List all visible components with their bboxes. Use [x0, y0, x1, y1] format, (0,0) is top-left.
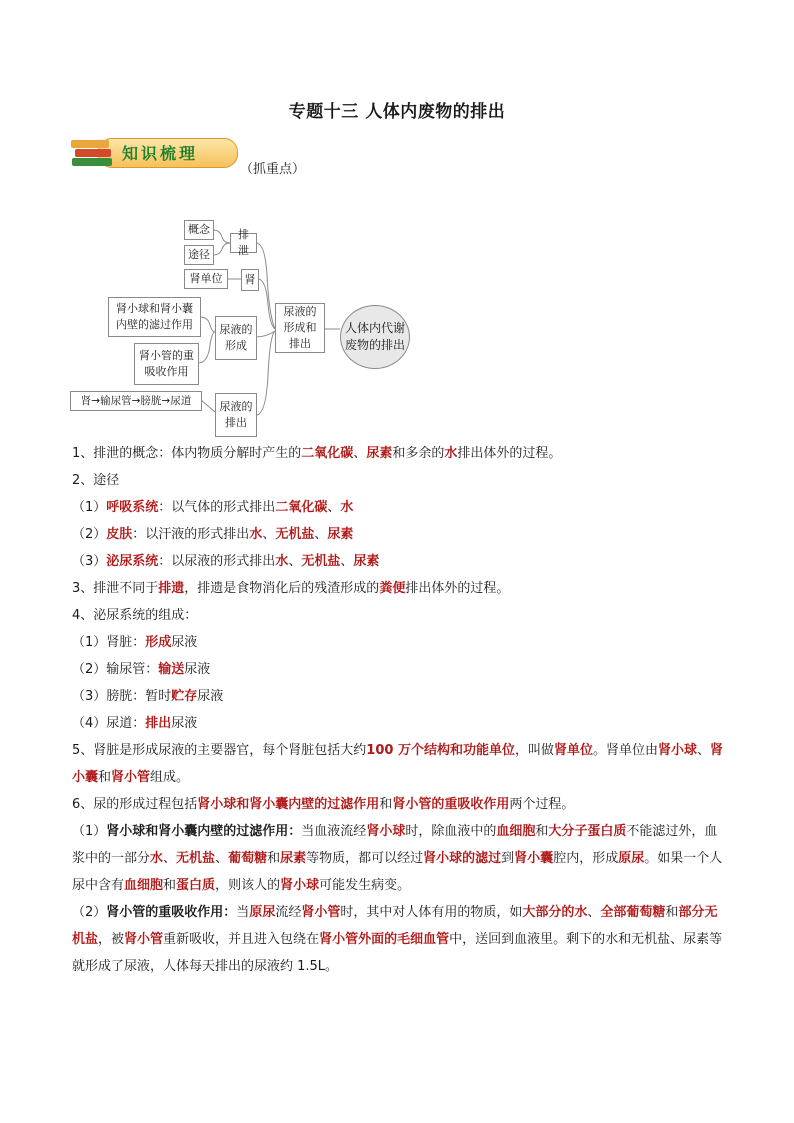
- key-term: 尿素: [327, 527, 354, 542]
- key-term: 肾单位: [553, 743, 593, 758]
- text-run: 、: [587, 905, 601, 920]
- books-icon: [70, 136, 116, 170]
- text-run: 4、泌尿系统的组成：: [72, 608, 198, 623]
- text-run: 、: [262, 527, 276, 542]
- key-term: 肾小球: [658, 743, 698, 758]
- text-run: 、: [353, 446, 367, 461]
- text-run: ，则该人的: [215, 878, 281, 893]
- paragraph: [72, 602, 727, 629]
- bold-term: 肾小球和肾小囊内壁的过滤作用：: [106, 824, 302, 839]
- paragraph: [72, 899, 727, 980]
- text-run: 和多余的: [392, 446, 445, 461]
- text-run: 和: [535, 824, 549, 839]
- key-term: 肾小管: [111, 770, 151, 785]
- key-term: 肾小球: [280, 878, 320, 893]
- text-run: 和: [267, 851, 281, 866]
- key-term: 粪便: [379, 581, 406, 596]
- text-run: 、: [327, 500, 341, 515]
- key-term: 水: [444, 446, 458, 461]
- key-term: 原尿: [249, 905, 276, 920]
- text-run: （2）: [72, 527, 107, 542]
- key-term: 尿素: [280, 851, 307, 866]
- key-term: 肾小球的滤过: [423, 851, 502, 866]
- text-run: （1）: [72, 500, 107, 515]
- text-run: 等物质，都可以经过: [306, 851, 424, 866]
- text-run: （3）: [72, 554, 107, 569]
- mid-node: 尿液的形成和排出: [275, 303, 325, 353]
- key-term: 肾小管外面的毛细血管: [319, 932, 450, 947]
- text-run: 、: [163, 851, 177, 866]
- key-term: 无机盐: [176, 851, 216, 866]
- text-run: ：以汗液的形式排出: [132, 527, 250, 542]
- text-run: 排出体外的过程。: [457, 446, 562, 461]
- text-run: 重新吸收，并且进入包绕在: [163, 932, 320, 947]
- key-term: 尿素: [366, 446, 393, 461]
- key-term: 水: [150, 851, 164, 866]
- text-run: 、: [288, 554, 302, 569]
- paragraph: [72, 548, 727, 575]
- paragraph: [72, 818, 727, 899]
- text-run: 和: [379, 797, 393, 812]
- paragraph: [72, 791, 727, 818]
- leaf-filtration: 肾小球和肾小囊内壁的滤过作用: [108, 297, 201, 337]
- bold-term: 肾小管的重吸收作用：: [106, 905, 237, 920]
- text-run: 流经: [275, 905, 302, 920]
- text-run: 到: [501, 851, 515, 866]
- text-run: 两个过程。: [509, 797, 575, 812]
- text-run: ：以尿液的形式排出: [158, 554, 276, 569]
- key-term: 血细胞: [496, 824, 536, 839]
- text-run: （4）尿道：: [72, 716, 146, 731]
- key-term: 二氧化碳: [275, 500, 328, 515]
- text-run: 6、尿的形成过程包括: [72, 797, 198, 812]
- key-term: 肾小球: [366, 824, 406, 839]
- text-run: ，被: [98, 932, 125, 947]
- key-term: 原尿: [618, 851, 645, 866]
- key-term: 葡萄糖: [228, 851, 268, 866]
- key-term: 肾小囊: [514, 851, 554, 866]
- subtitle: （抓重点）: [240, 162, 306, 177]
- text-run: ，排遗是食物消化后的残渣形成的: [184, 581, 380, 596]
- text-run: 和: [98, 770, 112, 785]
- key-term: 无机盐: [301, 554, 341, 569]
- paragraph: [72, 629, 727, 656]
- text-run: 尿液: [197, 689, 224, 704]
- text-run: 尿液: [184, 662, 211, 677]
- paragraph: [72, 737, 727, 791]
- paragraph: [72, 575, 727, 602]
- leaf-reabsorption: 肾小管的重吸收作用: [134, 343, 199, 385]
- text-run: 、: [697, 743, 711, 758]
- key-term: 血细胞: [124, 878, 164, 893]
- branch-kidney: 肾: [241, 269, 259, 291]
- key-term: 二氧化碳: [301, 446, 354, 461]
- key-term: 肾小囊: [72, 743, 724, 785]
- text-run: 时，除血液中的: [405, 824, 497, 839]
- branch-formation: 尿液的形成: [215, 316, 257, 360]
- key-term: 大部分的水: [522, 905, 588, 920]
- text-run: 排出体外的过程。: [405, 581, 510, 596]
- key-term: 皮肤: [106, 527, 133, 542]
- text-run: 、: [340, 554, 354, 569]
- text-run: 不能滤过外，血浆中的一部分: [72, 824, 718, 866]
- text-run: 当: [236, 905, 250, 920]
- key-term: 肾小管: [124, 932, 164, 947]
- paragraph: [72, 521, 727, 548]
- branch-excretion: 排泄: [230, 233, 257, 253]
- text-run: 尿液: [171, 635, 198, 650]
- banner-label: 知识梳理: [122, 144, 199, 163]
- text-run: 、: [314, 527, 328, 542]
- text-run: 2、途径: [72, 473, 120, 488]
- key-term: 贮存: [171, 689, 198, 704]
- paragraph: [72, 710, 727, 737]
- key-term: 呼吸系统: [106, 500, 159, 515]
- key-term: 排遗: [158, 581, 185, 596]
- text-run: （2）输尿管：: [72, 662, 159, 677]
- key-term: 部分无机盐: [72, 905, 718, 947]
- text-run: （1）: [72, 824, 107, 839]
- text-run: 尿液: [171, 716, 198, 731]
- text-run: 中，送回到血液里。剩下的水和无机盐、尿素等就形成了尿液，人体每天排出的尿液约 1.5L。: [72, 932, 723, 974]
- key-term: 无机盐: [275, 527, 315, 542]
- leaf-concept: 概念: [184, 220, 214, 240]
- leaf-urine-path: 肾→输尿管→膀胱→尿道: [70, 391, 202, 411]
- text-run: 和: [163, 878, 177, 893]
- text-run: （2）: [72, 905, 107, 920]
- key-term: 100 万个结构和功能单位: [366, 743, 515, 758]
- leaf-route: 途径: [184, 245, 214, 265]
- key-term: 肾小管: [301, 905, 341, 920]
- text-run: 和: [665, 905, 679, 920]
- text-run: 可能发生病变。: [319, 878, 411, 893]
- paragraph: [72, 683, 727, 710]
- root-node: 人体内代谢废物的排出: [340, 305, 410, 369]
- text-run: 组成。: [150, 770, 190, 785]
- text-run: （3）膀胱：暂时: [72, 689, 172, 704]
- paragraph: [72, 494, 727, 521]
- key-term: 大分子蛋白质: [548, 824, 627, 839]
- text-run: 当血液流经: [301, 824, 367, 839]
- mind-map: [70, 215, 415, 440]
- key-term: 尿素: [353, 554, 380, 569]
- text-run: 。肾单位由: [592, 743, 658, 758]
- text-run: ：以气体的形式排出: [158, 500, 276, 515]
- key-term: 蛋白质: [176, 878, 216, 893]
- key-term: 水: [275, 554, 289, 569]
- key-term: 排出: [145, 716, 172, 731]
- text-run: 。如果一个人尿中含有: [72, 851, 723, 893]
- key-term: 泌尿系统: [106, 554, 159, 569]
- branch-discharge: 尿液的排出: [215, 393, 257, 437]
- key-term: 全部葡萄糖: [600, 905, 666, 920]
- key-term: 肾小管的重吸收作用: [392, 797, 510, 812]
- notes-body: [72, 440, 727, 980]
- text-run: （1）肾脏：: [72, 635, 146, 650]
- text-run: 1、排泄的概念：体内物质分解时产生的: [72, 446, 302, 461]
- page-title: 专题十三 人体内废物的排出: [288, 102, 506, 122]
- key-term: 水: [249, 527, 263, 542]
- text-run: 5、肾脏是形成尿液的主要器官，每个肾脏包括大约: [72, 743, 367, 758]
- leaf-nephron: 肾单位: [184, 269, 228, 289]
- section-banner: [70, 134, 238, 172]
- key-term: 肾小球和肾小囊内壁的过滤作用: [197, 797, 380, 812]
- text-run: 、: [215, 851, 229, 866]
- paragraph: [72, 656, 727, 683]
- paragraph: [72, 467, 727, 494]
- key-term: 形成: [145, 635, 172, 650]
- text-run: 时，其中对人体有用的物质，如: [340, 905, 523, 920]
- text-run: ，叫做: [514, 743, 554, 758]
- key-term: 输送: [158, 662, 185, 677]
- text-run: 3、排泄不同于: [72, 581, 159, 596]
- text-run: 腔内，形成: [553, 851, 619, 866]
- key-term: 水: [340, 500, 354, 515]
- paragraph: [72, 440, 727, 467]
